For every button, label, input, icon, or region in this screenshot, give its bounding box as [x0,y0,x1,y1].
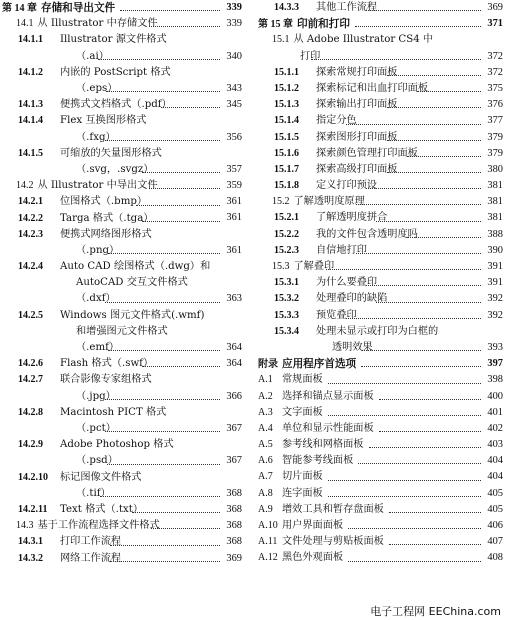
toc-entry-title: 预览叠印 [316,309,357,321]
toc-entry [2,0,242,16]
dot-leader [105,398,220,400]
toc-entry-title: 探索常规打印面板 [316,66,398,78]
toc-entry-number: 15.3.4 [274,325,299,337]
toc-entry-title: 应用程序首选项 [282,358,357,371]
toc-entry-title: （.fxg） [76,131,116,143]
dot-leader [387,74,481,76]
toc-entry-title: Illustrator 源文件格式 [60,34,167,46]
toc-entry-page: 392 [486,291,503,307]
toc-entry-page: 367 [225,453,242,469]
toc-entry [258,146,503,162]
toc-entry-number: 15.3.3 [274,309,299,321]
dot-leader [369,446,481,448]
dot-leader [120,9,220,11]
dot-leader [110,560,220,562]
toc-entry-title: 其他工作流程 [316,2,378,13]
toc-entry-number: 14.1.2 [18,66,43,78]
toc-entry-number: A.3 [258,406,273,418]
toc-entry [258,550,503,566]
toc-entry-title: 指定分色 [316,115,357,127]
toc-entry-title: 打印 [300,50,321,62]
toc-entry [2,437,242,469]
toc-entry-title: 探索颜色管理打印面板 [316,147,418,159]
toc-entry-title: 内嵌的 PostScript 格式 [60,66,171,78]
dot-leader [149,187,220,189]
toc-entry-page: 393 [486,340,503,356]
toc-entry-title: Adobe Photoshop 格式 [60,439,174,451]
toc-entry-number: 15.1.3 [274,99,299,111]
toc-entry-page: 339 [225,0,242,16]
toc-entry [258,210,503,226]
toc-entry-page: 363 [225,291,242,307]
toc-entry-page: 392 [486,308,503,324]
toc-entry-title: 和增强图元文件格式 [76,325,168,337]
toc-entry-number: 附录 [258,359,278,371]
toc-entry-title: Text 格式（.txt） [60,504,144,516]
toc-entry-number: 14.1.1 [18,34,43,46]
toc-entry [2,308,242,357]
toc-entry-title: 黑色外观面板 [282,552,344,564]
toc-entry [258,372,503,388]
dot-leader [387,171,481,173]
toc-entry-page: 368 [225,486,242,502]
toc-entry-page: 372 [486,49,503,65]
toc-entry-title: 位图格式（.bmp） [60,196,148,208]
toc-entry [2,551,242,567]
toc-entry-title: 定义打印预设 [316,180,378,192]
toc-entry-number: 15.1.2 [274,82,299,94]
dot-leader [100,495,220,497]
toc-entry [258,405,503,421]
toc-entry-number: 第 14 章 [2,3,37,14]
toc-entry-title: （.pct） [76,423,116,435]
dot-leader [348,527,481,529]
toc-entry-title: （.dxf） [76,293,116,305]
toc-entry [258,502,503,518]
dot-leader [106,90,220,92]
toc-entry-page: 375 [486,81,503,97]
toc-entry-title: 从 Illustrator 中导出文件 [37,180,158,192]
dot-leader [136,204,220,206]
dot-leader [110,544,220,546]
toc-entry-title: （.ai） [76,50,109,62]
toc-entry-number: 第 15 章 [258,19,293,31]
toc-entry [258,324,503,356]
toc-entry [258,0,503,16]
toc-entry [258,291,503,307]
dot-leader [142,365,220,367]
toc-entry-title: 联合影像专家组格式 [60,374,152,386]
toc-entry [258,113,503,129]
toc-entry-title: （.psd） [76,455,118,467]
toc-entry-number: 14.2.9 [18,439,43,451]
toc-entry [258,534,503,550]
toc-entry-title: （.tif） [76,487,111,499]
dot-leader [355,25,481,27]
dot-leader [142,220,220,222]
toc-entry-number: 14.2.5 [18,309,43,321]
toc-entry-page: 400 [486,389,503,405]
toc-entry-title: 单位和显示性能面板 [282,422,374,434]
toc-entry-number: 15.2.3 [274,244,299,256]
toc-entry-page: 339 [225,16,242,32]
dot-leader [376,301,481,303]
toc-entry [2,356,242,372]
toc-entry-number: 14.3.2 [18,552,43,564]
dot-leader [107,463,220,465]
toc-entry [2,405,242,437]
toc-entry-title: 印前和打印 [297,18,350,31]
toc-entry-number: 15.1.4 [274,115,299,127]
toc-entry [258,453,503,469]
dot-leader [346,123,481,125]
toc-entry-page: 405 [486,486,503,502]
toc-entry [258,194,503,210]
toc-entry-title: Windows 图元文件格式(.wmf) [60,309,205,321]
dot-leader [417,90,481,92]
dot-leader [108,349,220,351]
toc-entry [2,65,242,97]
toc-entry-title: 文字面板 [282,406,323,418]
toc-entry-number: 14.2.10 [18,471,48,483]
toc-entry-number: 15.1.8 [274,180,299,192]
toc-entry-title: 了解透明度拼合 [316,212,388,224]
toc-entry-number: 14.2.4 [18,261,43,273]
toc-entry-number: A.6 [258,455,273,467]
toc-entry-title: 处理未显示或打印为白框的 [316,325,439,337]
toc-entry-title: 便携式网络图形格式 [60,228,152,240]
toc-entry-title: 用户界面面板 [282,520,344,532]
toc-entry-title: 基于工作流程选择文件格式 [37,520,160,532]
toc-entry-number: 14.2.3 [18,228,43,240]
toc-entry-title: 探索高级打印面板 [316,163,398,175]
toc-entry-page: 405 [486,502,503,518]
toc-entry-title: 可缩放的矢量图形格式 [60,147,162,159]
toc-entry-number: A.9 [258,503,273,515]
toc-entry-title: 为什么要叠印 [316,277,378,289]
toc-entry-number: 14.3 [16,520,34,532]
dot-leader [387,139,481,141]
toc-entry-page: 404 [486,453,503,469]
toc-entry [258,421,503,437]
toc-entry-title: 探索输出打印面板 [316,99,398,111]
dot-leader [142,171,220,173]
dot-leader [98,58,220,60]
toc-entry [2,518,242,534]
toc-entry-page: 364 [225,340,242,356]
toc-entry-page: 380 [486,162,503,178]
toc-entry-number: A.10 [258,520,278,532]
toc-entry-page: 401 [486,405,503,421]
toc-entry-title: Flash 格式（.swf） [60,358,154,370]
toc-entry [258,469,503,485]
toc-entry-page: 366 [225,389,242,405]
toc-entry-page: 397 [486,356,503,372]
toc-entry-title: 便携式文档格式（.pdf） [60,99,172,111]
toc-entry [2,97,242,113]
toc-entry-number: A.11 [258,536,278,548]
toc-entry-number: A.5 [258,439,273,451]
toc-entry-number: 15.2.1 [274,212,299,224]
dot-leader [132,511,220,513]
toc-entry-title: 常规面板 [282,374,323,386]
toc-entry-title: 网络工作流程 [60,552,122,564]
toc-entry-number: 15.1.5 [274,131,299,143]
toc-entry-title: 标记图像文件格式 [60,471,142,483]
toc-entry-page: 368 [225,534,242,550]
toc-entry [2,259,242,308]
dot-leader [328,479,481,481]
toc-entry-number: 14.3.3 [274,2,299,13]
toc-right-column [258,0,503,567]
toc-entry-page: 379 [486,146,503,162]
toc-entry [258,275,503,291]
toc-entry-page: 391 [486,259,503,275]
dot-leader [358,462,481,464]
toc-entry-title: 打印工作流程 [60,536,122,548]
toc-entry [2,227,242,259]
dot-leader [151,527,220,529]
toc-entry-page: 398 [486,372,503,388]
toc-entry-page: 343 [225,81,242,97]
dot-leader [328,382,481,384]
toc-entry [258,259,503,275]
toc-entry-number: 15.3.2 [274,293,299,305]
toc-entry-title: （.emf） [76,342,120,354]
dot-leader [366,284,481,286]
dot-leader [149,25,220,27]
toc-entry-number: 15.1.6 [274,147,299,159]
toc-entry [258,32,503,64]
toc-entry [258,16,503,32]
toc-entry-number: A.8 [258,487,273,499]
toc-entry [258,437,503,453]
toc-entry-page: 377 [486,113,503,129]
toc-entry-page: 361 [225,211,242,227]
toc-entry-title: 智能参考线面板 [282,455,354,467]
toc-entry-page: 361 [225,194,242,210]
toc-entry-title: 切片面板 [282,471,323,483]
toc-entry-number: 14.2 [16,180,34,192]
toc-entry-number: A.7 [258,471,273,483]
toc-entry [258,243,503,259]
dot-leader [362,349,481,351]
toc-entry-page: 367 [225,421,242,437]
toc-entry [258,130,503,146]
toc-entry [2,502,242,518]
toc-entry-page: 404 [486,469,503,485]
toc-entry [258,65,503,81]
toc-entry-page: 359 [225,178,242,194]
toc-entry-number: 14.3.1 [18,536,43,548]
dot-leader [407,155,481,157]
toc-entry-page: 371 [486,16,503,32]
toc-entry-page: 345 [225,97,242,113]
toc-entry [258,81,503,97]
dot-leader [328,414,481,416]
toc-left-column [2,0,242,567]
toc-entry-page: 390 [486,243,503,259]
toc-entry-number: 14.2.8 [18,406,43,418]
toc-entry-title: Auto CAD 绘图格式（.dwg）和 [60,261,211,273]
toc-entry-number: 15.3 [272,261,290,273]
toc-entry-title: （.jpg） [76,390,116,402]
dot-leader [356,252,481,254]
toc-entry-title: 参考线和网格面板 [282,439,364,451]
toc-entry-title: （.png） [76,244,120,256]
toc-entry-title: Targa 格式（.tga） [60,212,154,224]
dot-leader [105,139,220,141]
toc-entry-title: 自信地打印 [316,244,367,256]
toc-entry-number: 15.2.2 [274,228,299,240]
toc-entry-page: 391 [486,275,503,291]
dot-leader [348,560,481,562]
toc-entry [2,534,242,550]
toc-entry-number: 14.1.4 [18,115,43,127]
toc-entry-number: 14.2.7 [18,374,43,386]
toc-entry-title: 透明效果 [332,341,373,353]
toc-entry [2,16,242,32]
toc-entry-page: 372 [486,65,503,81]
toc-entry-title: Macintosh PICT 格式 [60,406,167,418]
dot-leader [105,430,220,432]
toc-entry-number: 14.2.2 [18,212,43,224]
toc-entry [258,486,503,502]
toc-entry-title: 从 Illustrator 中存储文件 [37,18,158,30]
toc-entry [258,518,503,534]
toc-entry-title: 探索标记和出血打印面板 [316,82,429,94]
toc-entry [2,470,242,502]
toc-entry-page: 406 [486,518,503,534]
toc-entry-page: 368 [225,502,242,518]
toc-entry-title: AutoCAD 交互文件格式 [76,277,188,289]
toc-entry-title: 文件处理与剪贴板面板 [282,536,384,548]
dot-leader [387,106,481,108]
toc-entry-title: 处理叠印的缺陷 [316,293,388,305]
toc-entry [2,178,242,194]
toc-entry-page: 361 [225,243,242,259]
toc-entry-title: 我的文件包含透明度吗 [316,228,418,240]
dot-leader [326,268,481,270]
toc-entry-page: 369 [486,0,503,16]
toc-entry-page: 376 [486,97,503,113]
toc-entry-number: A.12 [258,552,278,564]
toc-entry [258,178,503,194]
toc-entry-number: 14.1 [16,18,34,30]
dot-leader [366,9,481,11]
toc-entry-title: 探索图形打印面板 [316,131,398,143]
dot-leader [311,58,481,60]
dot-leader [346,317,481,319]
toc-entry-title: 了解叠印 [293,261,335,273]
toc-entry-page: 403 [486,437,503,453]
toc-entry-page: 379 [486,130,503,146]
toc-entry-number: 15.3.1 [274,277,299,289]
toc-entry-page: 368 [225,518,242,534]
toc-entry [258,356,503,372]
toc-entry [258,308,503,324]
dot-leader [366,187,481,189]
toc-entry-number: A.2 [258,390,273,402]
toc-entry-page: 402 [486,421,503,437]
toc-entry [2,113,242,145]
toc-entry-title: （.svg，.svgz） [76,163,154,175]
toc-entry-page: 340 [225,49,242,65]
toc-entry-number: 14.1.3 [18,99,43,111]
toc-entry-number: 14.2.1 [18,196,43,208]
toc-entry-page: 364 [225,356,242,372]
toc-entry-number: 14.2.11 [18,504,48,516]
toc-entry [258,227,503,243]
toc-entry-page: 381 [486,210,503,226]
dot-leader [389,543,481,545]
toc-entry-number: A.4 [258,422,273,434]
toc-entry-page: 388 [486,227,503,243]
toc-entry-page: 408 [486,550,503,566]
dot-leader [161,106,220,108]
dot-leader [328,495,481,497]
toc-entry [2,194,242,210]
toc-entry [258,97,503,113]
toc-entry-title: 存储和导出文件 [41,2,116,14]
dot-leader [379,398,481,400]
dot-leader [105,301,220,303]
toc-entry-number: 15.1.1 [274,66,299,78]
toc-entry [2,211,242,227]
dot-leader [389,511,481,513]
toc-entry [2,32,242,64]
toc-entry-page: 369 [225,551,242,567]
toc-entry [258,389,503,405]
toc-entry-title: Flex 互换图形格式 [60,115,147,127]
dot-leader [361,365,481,367]
dot-leader [108,252,220,254]
toc-entry [258,162,503,178]
dot-leader [379,430,481,432]
toc-entry-page: 407 [486,534,503,550]
toc-entry-number: A.1 [258,374,273,386]
toc-entry-number: 15.2 [272,196,290,208]
dot-leader [356,203,481,205]
toc-entry-number: 15.1.7 [274,163,299,175]
toc-entry-title: 了解透明度原理 [293,196,365,208]
dot-leader [376,220,481,222]
toc-entry-page: 381 [486,178,503,194]
toc-entry-number: 15.1 [272,34,290,46]
toc-entry-title: （.eps） [76,82,118,94]
toc-entry-page: 381 [486,194,503,210]
toc-entry [2,372,242,404]
toc-entry-page: 357 [225,162,242,178]
toc-entry-number: 14.2.6 [18,358,43,370]
toc-entry [2,146,242,178]
watermark: 电子工程网 EEChina.com [370,605,501,618]
toc-entry-title: 选择和锚点显示面板 [282,390,374,402]
toc-entry-title: 从 Adobe Illustrator CS4 中 [293,34,434,46]
toc-entry-title: 增效工具和暂存盘面板 [282,503,384,515]
toc-entry-number: 14.1.5 [18,147,43,159]
dot-leader [407,236,481,238]
toc-entry-title: 连字面板 [282,487,323,499]
toc-entry-page: 356 [225,130,242,146]
